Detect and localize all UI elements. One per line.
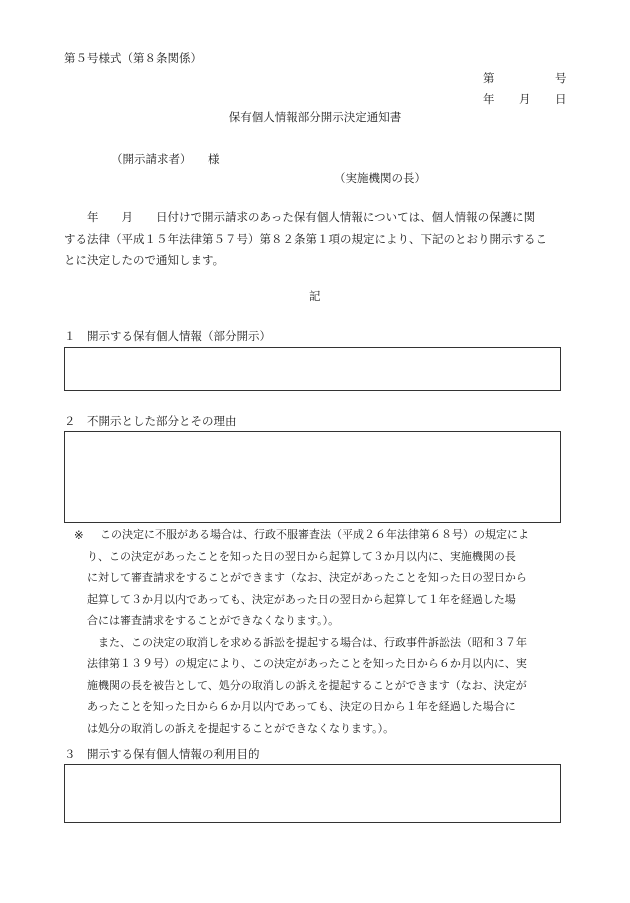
sender: （実施機関の長） [334, 171, 426, 185]
note-line: り、この決定があったことを知った日の翌日から起算して３か月以内に、実施機関の長 [87, 549, 516, 563]
section-1-box [64, 347, 561, 391]
date-year: 年 [483, 92, 495, 106]
addressee-honorific: 様 [208, 152, 220, 166]
note-paragraph [87, 524, 574, 739]
intro-paragraph [64, 207, 574, 272]
note-line: 法律第１３９号）の規定により、この決定があったことを知った日から６か月以内に、実 [87, 657, 527, 670]
section-2-label: ２ 不開示とした部分とその理由 [64, 414, 237, 428]
date-month: 月 [519, 92, 531, 106]
document-number-prefix: 第 [483, 71, 495, 85]
form-label: 第５号様式（第８条関係） [64, 51, 202, 65]
note-line: また、この決定の取消しを求める訴訟を提起する場合は、行政事件訴訟法（昭和３７年 [87, 635, 527, 649]
note-line: 起算して３か月以内であっても、決定があった日の翌日から起算して１年を経過した場 [87, 592, 516, 606]
date-day: 日 [555, 92, 567, 106]
note-line: 施機関の長を被告として、処分の取消しの訴えを提起することができます（なお、決定が [87, 678, 527, 692]
note-line: 合には審査請求をすることができなくなります。）。 [87, 614, 340, 627]
ki-heading: 記 [309, 289, 321, 303]
note-line: は処分の取消しの訴えを提起することができなくなります。）。 [87, 721, 395, 735]
document-title: 保有個人情報部分開示決定通知書 [228, 110, 402, 124]
section-1-label: １ 開示する保有個人情報（部分開示） [64, 329, 271, 343]
intro-line: とに決定したので通知します。 [64, 253, 225, 267]
note-line: この決定に不服がある場合は、行政不服審査法（平成２６年法律第６８号）の規定によ [100, 528, 529, 541]
addressee-name: （開示請求者） [111, 152, 192, 166]
section-2-box [64, 431, 561, 523]
section-3-label: ３ 開示する保有個人情報の利用目的 [64, 747, 260, 761]
document-number-suffix: 号 [555, 71, 567, 85]
note-line: あったことを知った日から６か月以内であっても、決定の日から１年を経過した場合に [87, 700, 516, 713]
intro-line: 年 月 日付けで開示請求のあった保有個人情報については、個人情報の保護に関 [64, 210, 536, 224]
note-line: に対して審査請求をすることができます（なお、決定があったことを知った日の翌日から [87, 571, 527, 584]
section-3-box [64, 764, 561, 823]
note-mark: ※ [74, 528, 84, 542]
intro-line: する法律（平成１５年法律第５７号）第８２条第１項の規定により、下記のとおり開示するこ [64, 231, 547, 246]
